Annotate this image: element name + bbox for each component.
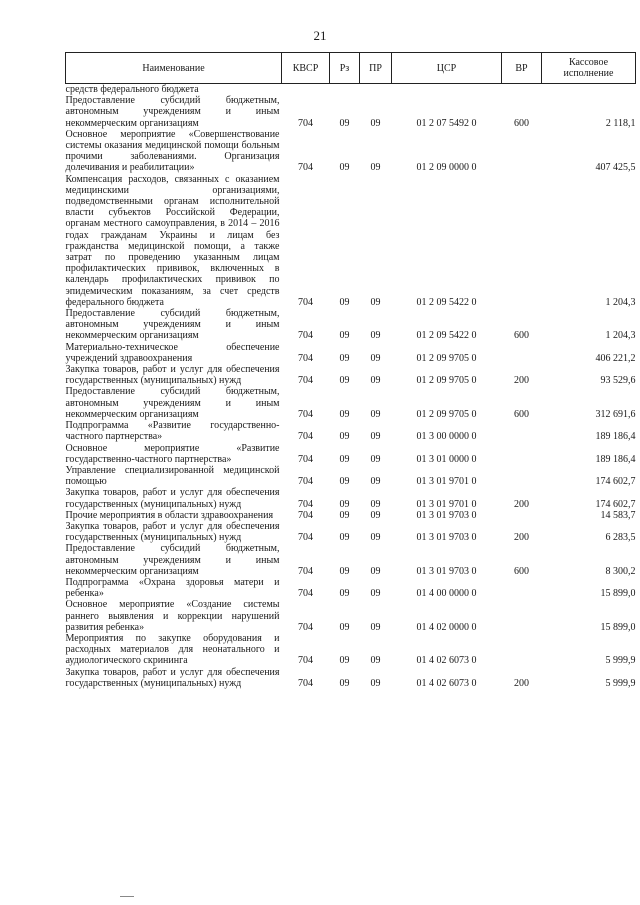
- cell-pr: 09: [370, 296, 381, 308]
- cell-rz: 09: [339, 532, 350, 544]
- table-row: [66, 174, 636, 308]
- cell-pr: 09: [370, 375, 381, 387]
- header-vr: ВР: [502, 53, 542, 84]
- cell-csr: 01 3 01 0000 0: [416, 453, 477, 465]
- cell-name: Основное мероприятие «Совершенствование системы оказания медицинской помощи больным прочими заболеваниями. Организация долечивания и реабилитации»: [65, 128, 280, 174]
- cell-rz: 09: [339, 408, 350, 420]
- table-row: [66, 521, 636, 543]
- cell-name: Подпрограмма «Охрана здоровья матери и ребенка»: [65, 576, 280, 600]
- cell-kvsr: 704: [298, 498, 313, 510]
- cell-csr: 01 3 00 0000 0: [416, 431, 477, 443]
- cell-rz: 09: [339, 117, 350, 129]
- cell-vr: [502, 129, 542, 174]
- cell-vr: [502, 84, 542, 96]
- budget-table: [65, 52, 636, 689]
- cell-name: Закупка товаров, работ и услуг для обеспечения государственных (муниципальных) нужд: [65, 487, 280, 510]
- cell-pr: 09: [370, 162, 381, 174]
- cell-pr: 09: [370, 655, 381, 667]
- cell-vr: 600: [514, 565, 529, 577]
- cell-csr: 01 3 01 9703 0: [416, 565, 477, 577]
- cell-amount: 407 425,5: [595, 162, 636, 174]
- cell-name: Прочие мероприятия в области здравоохранения: [65, 509, 274, 521]
- cell-rz: 09: [339, 453, 350, 465]
- cell-name: Компенсация расходов, связанных с оказанием медицинскими организациями, подведомственными органам исполнительной власти субъектов Российской Федерации, органам местного самоуправления, в 2014 – 2016 годах гражданам Украины и лицам без гражданства медицинской помощи, а также затрат по проведению указанным лицам профилактических прививок, включенных в календарь профилактических прививок по эпидемическим показаниям, за счет средств федерального бюджета: [65, 173, 280, 308]
- cell-vr: 200: [514, 532, 529, 544]
- cell-csr: 01 3 01 9703 0: [416, 532, 477, 544]
- cell-amount: 1 204,3: [605, 330, 636, 342]
- cell-name: средств федерального бюджета: [65, 84, 199, 95]
- cell-rz: 09: [339, 375, 350, 387]
- cell-name: Предоставление субсидий бюджетным, автономным учреждениям и иным некоммерческим организациям: [65, 308, 280, 342]
- cell-pr: 09: [370, 509, 381, 521]
- cell-pr: 09: [370, 677, 381, 689]
- cell-amount: 406 221,2: [595, 352, 636, 364]
- cell-name: Предоставление субсидий бюджетным, автономным учреждениям и иным некоммерческим организациям: [65, 386, 280, 420]
- cell-name: Основное мероприятие «Развитие государственно-частного партнерства»: [65, 442, 280, 465]
- page-number: 21: [313, 28, 327, 43]
- cell-kvsr: 704: [298, 532, 313, 544]
- cell-rz: 09: [339, 352, 350, 364]
- cell-amount: 5 999,9: [605, 655, 636, 667]
- cell-amount: 6 283,5: [605, 532, 636, 544]
- cell-rz: 09: [339, 330, 350, 342]
- cell-vr: [502, 174, 542, 308]
- cell-vr: 200: [514, 375, 529, 387]
- cell-kvsr: 704: [298, 330, 313, 342]
- cell-csr: [392, 84, 502, 96]
- cell-csr: 01 2 09 5422 0: [416, 296, 477, 308]
- header-kvsr: КВСР: [282, 53, 330, 84]
- cell-kvsr: 704: [298, 476, 313, 488]
- table-row: [66, 543, 636, 577]
- cell-kvsr: 704: [298, 565, 313, 577]
- cell-amount: 14 583,7: [600, 509, 636, 521]
- cell-pr: 09: [370, 453, 381, 465]
- cell-csr: 01 3 01 9701 0: [416, 498, 477, 510]
- header-pr: ПР: [360, 53, 392, 84]
- cell-amount: 15 899,0: [600, 588, 636, 600]
- cell-rz: 09: [339, 296, 350, 308]
- cell-pr: 09: [370, 431, 381, 443]
- cell-amount: 189 186,4: [595, 453, 636, 465]
- header-csr: ЦСР: [392, 53, 502, 84]
- cell-amount: 93 529,6: [600, 375, 636, 387]
- cell-kvsr: 704: [298, 509, 313, 521]
- table-row: [66, 95, 636, 129]
- cell-name: Закупка товаров, работ и услуг для обеспечения государственных (муниципальных) нужд: [65, 666, 280, 689]
- table-row: [66, 599, 636, 633]
- cell-csr: 01 2 09 9705 0: [416, 352, 477, 364]
- cell-vr: 600: [514, 117, 529, 129]
- cell-rz: 09: [339, 476, 350, 488]
- table-header-row: [66, 53, 636, 84]
- cell-vr: [502, 577, 542, 599]
- cell-name: Закупка товаров, работ и услуг для обеспечения государственных (муниципальных) нужд: [65, 364, 280, 387]
- cell-csr: 01 4 02 0000 0: [416, 621, 477, 633]
- cell-amount: 5 999,9: [605, 677, 636, 689]
- cell-rz: 09: [339, 677, 350, 689]
- table-row: [66, 386, 636, 420]
- cell-pr: 09: [370, 588, 381, 600]
- cell-vr: 200: [514, 498, 529, 510]
- cell-rz: 09: [339, 509, 350, 521]
- cell-rz: [330, 84, 360, 96]
- cell-name: Подпрограмма «Развитие государственно-частного партнерства»: [65, 420, 280, 443]
- table-row: [66, 487, 636, 509]
- cell-amount: [542, 84, 636, 96]
- cell-csr: 01 2 09 0000 0: [416, 162, 477, 174]
- table-row: [66, 667, 636, 689]
- cell-rz: 09: [339, 162, 350, 174]
- table-row: [66, 364, 636, 386]
- cell-pr: 09: [370, 117, 381, 129]
- cell-name: Основное мероприятие «Создание системы раннего выявления и коррекции нарушений развития ребенка»: [65, 599, 280, 633]
- cell-rz: 09: [339, 498, 350, 510]
- cell-name: Мероприятия по закупке оборудования и расходных материалов для неонатального и аудиологического скрининга: [65, 632, 280, 667]
- cell-kvsr: [282, 84, 330, 96]
- cell-vr: [502, 465, 542, 487]
- table-row: [66, 577, 636, 599]
- cell-pr: 09: [370, 352, 381, 364]
- cell-kvsr: 704: [298, 453, 313, 465]
- cell-csr: 01 3 01 9701 0: [416, 476, 477, 488]
- cell-name: Предоставление субсидий бюджетным, автономным учреждениям и иным некоммерческим организациям: [65, 95, 280, 129]
- cell-vr: [502, 510, 542, 521]
- cell-vr: [502, 599, 542, 633]
- cell-kvsr: 704: [298, 621, 313, 633]
- cell-kvsr: 704: [298, 375, 313, 387]
- cell-kvsr: 704: [298, 588, 313, 600]
- scan-mark: [120, 896, 134, 897]
- cell-kvsr: 704: [298, 296, 313, 308]
- cell-rz: 09: [339, 431, 350, 443]
- table-row: [66, 465, 636, 487]
- cell-csr: 01 4 02 6073 0: [416, 655, 477, 667]
- cell-vr: 600: [514, 330, 529, 342]
- cell-vr: 600: [514, 408, 529, 420]
- cell-csr: 01 4 00 0000 0: [416, 588, 477, 600]
- table-row: [66, 420, 636, 442]
- cell-rz: 09: [339, 565, 350, 577]
- cell-rz: 09: [339, 655, 350, 667]
- cell-kvsr: 704: [298, 162, 313, 174]
- table-body: [66, 84, 636, 689]
- cell-name: Предоставление субсидий бюджетным, автономным учреждениям и иным некоммерческим организациям: [65, 543, 280, 577]
- cell-kvsr: 704: [298, 431, 313, 443]
- cell-name: Материально-техническое обеспечение учреждений здравоохранения: [65, 341, 280, 364]
- cell-csr: 01 2 09 9705 0: [416, 375, 477, 387]
- header-amount: Кассовое исполнение: [542, 53, 636, 84]
- cell-csr: 01 4 02 6073 0: [416, 677, 477, 689]
- header-name: Наименование: [66, 53, 282, 84]
- cell-rz: 09: [339, 588, 350, 600]
- cell-pr: 09: [370, 498, 381, 510]
- cell-kvsr: 704: [298, 408, 313, 420]
- cell-name: Управление специализированной медицинской помощью: [65, 464, 280, 488]
- cell-pr: 09: [370, 565, 381, 577]
- cell-pr: 09: [370, 476, 381, 488]
- table-row: [66, 308, 636, 342]
- cell-pr: 09: [370, 330, 381, 342]
- cell-csr: 01 2 07 5492 0: [416, 117, 477, 129]
- cell-kvsr: 704: [298, 655, 313, 667]
- cell-vr: [502, 443, 542, 465]
- cell-csr: 01 2 09 5422 0: [416, 330, 477, 342]
- cell-pr: [360, 84, 392, 96]
- cell-amount: 1 204,3: [605, 296, 636, 308]
- table-row: [66, 84, 636, 96]
- table-row: [66, 129, 636, 174]
- cell-kvsr: 704: [298, 352, 313, 364]
- table-row: [66, 443, 636, 465]
- cell-pr: 09: [370, 532, 381, 544]
- cell-amount: 174 602,7: [595, 476, 636, 488]
- cell-amount: 174 602,7: [595, 498, 636, 510]
- cell-name: Закупка товаров, работ и услуг для обеспечения государственных (муниципальных) нужд: [65, 520, 280, 544]
- cell-amount: 2 118,1: [605, 117, 636, 129]
- cell-vr: 200: [514, 677, 529, 689]
- header-rz: Рз: [330, 53, 360, 84]
- cell-rz: 09: [339, 621, 350, 633]
- cell-vr: [502, 420, 542, 442]
- cell-amount: 312 691,6: [595, 408, 636, 420]
- table-row: [66, 342, 636, 364]
- cell-csr: 01 3 01 9703 0: [416, 509, 477, 521]
- cell-vr: [502, 633, 542, 667]
- table-row: [66, 510, 636, 521]
- cell-csr: 01 2 09 9705 0: [416, 408, 477, 420]
- cell-amount: 8 300,2: [605, 565, 636, 577]
- cell-amount: 189 186,4: [595, 431, 636, 443]
- cell-kvsr: 704: [298, 677, 313, 689]
- cell-pr: 09: [370, 621, 381, 633]
- table-row: [66, 633, 636, 667]
- cell-kvsr: 704: [298, 117, 313, 129]
- cell-vr: [502, 342, 542, 364]
- cell-amount: 15 899,0: [600, 621, 636, 633]
- cell-pr: 09: [370, 408, 381, 420]
